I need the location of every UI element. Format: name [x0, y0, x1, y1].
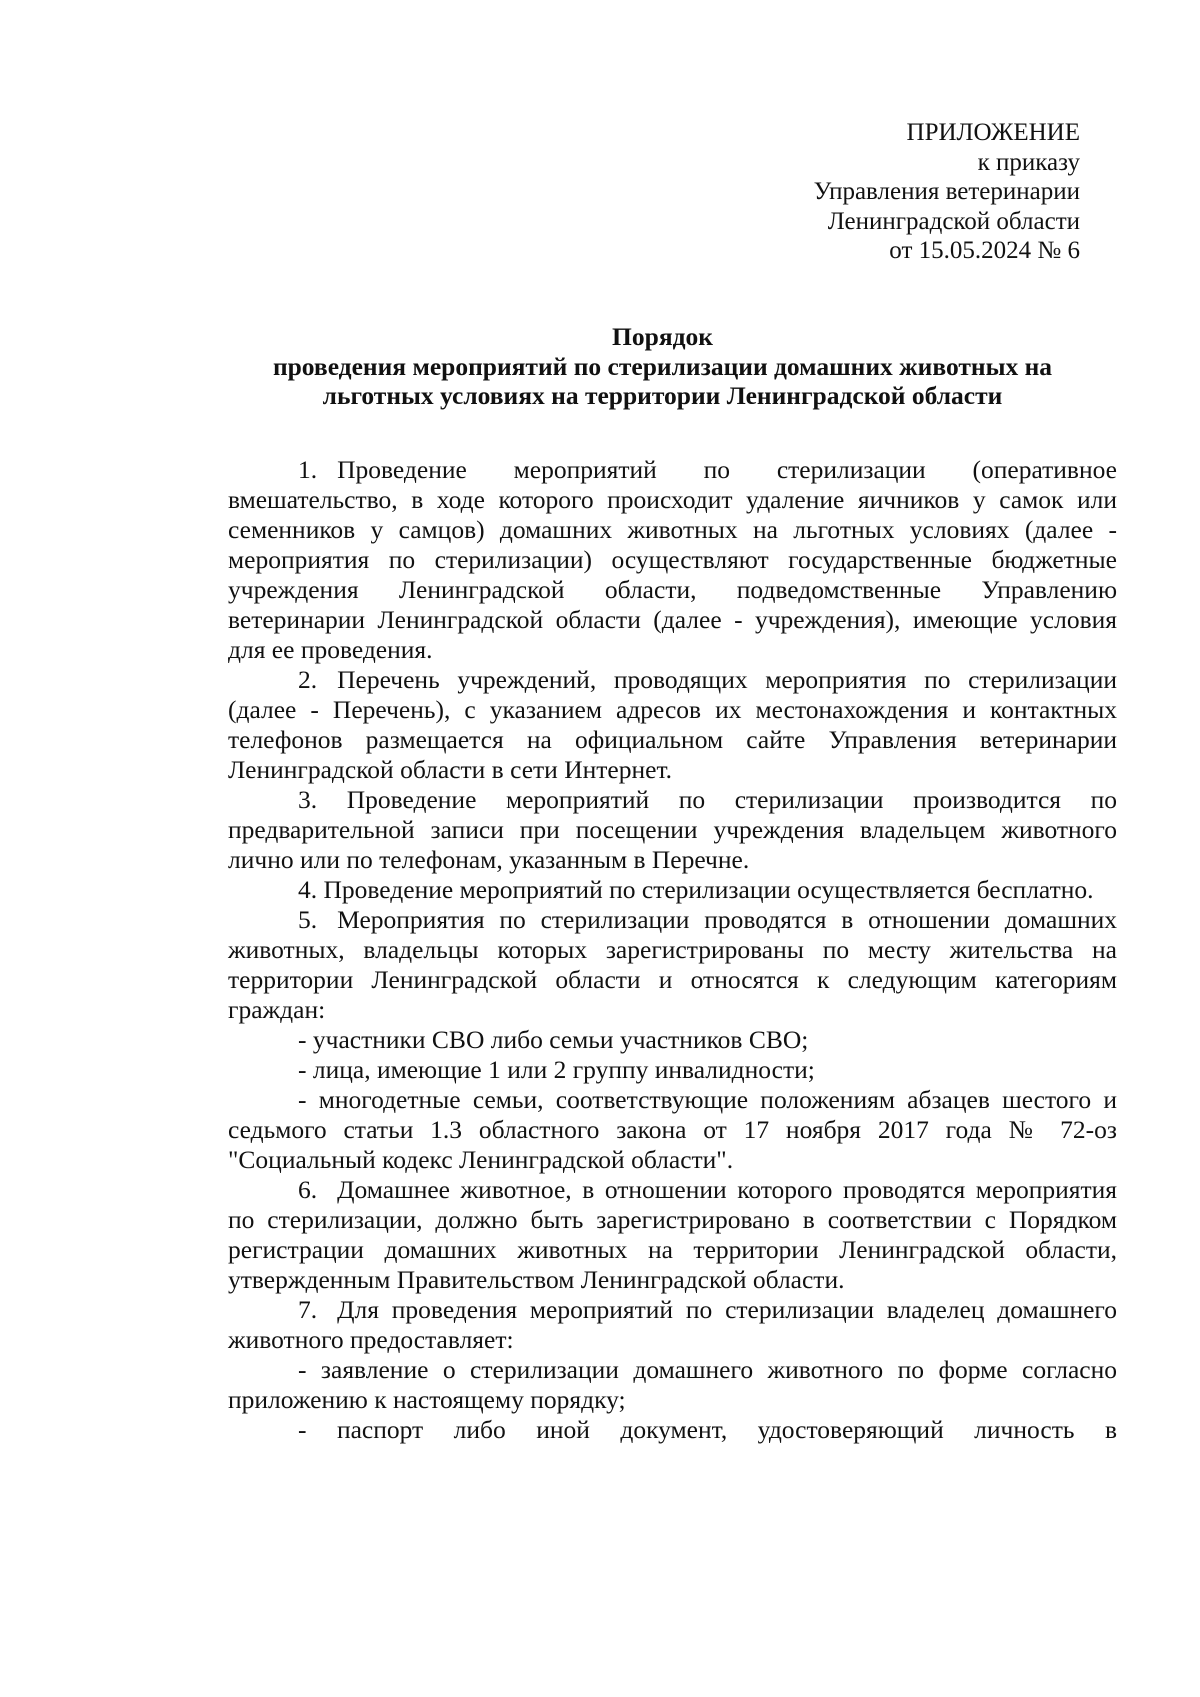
- appendix-label: ПРИЛОЖЕНИЕ: [906, 119, 1080, 146]
- list-item-application: [228, 1355, 1117, 1415]
- paragraph-3: [228, 785, 1117, 875]
- list-item-text: - паспорт либо иной документ, удостоверяющий личность в: [298, 1415, 1117, 1444]
- title-line-3: льготных условиях на территории Ленинградской области: [322, 381, 1003, 410]
- paragraph-5: [228, 905, 1117, 1025]
- appendix-date-number: от 15.05.2024 № 6: [889, 237, 1080, 264]
- paragraph-number: 1.: [298, 455, 318, 484]
- list-item-passport: [228, 1415, 1117, 1445]
- appendix-region: Ленинградской области: [827, 207, 1080, 235]
- paragraph-text: Мероприятия по стерилизации проводятся в отношении домашних животных, владельцы которых зарегистрированы по месту жительства на территории Ленинградской области и относятся к следующим категориям граждан:: [228, 905, 1117, 1024]
- paragraph-number: 3.: [298, 785, 318, 814]
- paragraph-number: 2.: [298, 665, 318, 694]
- paragraph-number: 5.: [298, 905, 318, 934]
- list-item-text: - участники СВО либо семьи участников СВО;: [298, 1025, 809, 1054]
- list-item-svo: [228, 1025, 1117, 1055]
- paragraph-text: Перечень учреждений, проводящих мероприятия по стерилизации (далее - Перечень), с указанием адресов их местонахождения и контактных телефонов размещается на официальном сайте Управления ветеринарии Ленинградской области в сети Интернет.: [228, 665, 1117, 784]
- list-item-text: - лица, имеющие 1 или 2 группу инвалидности;: [298, 1055, 815, 1084]
- paragraph-2: [228, 665, 1117, 785]
- paragraph-number: 6.: [298, 1175, 318, 1204]
- paragraph-7: [228, 1295, 1117, 1355]
- paragraph-text: Проведение мероприятий по стерилизации производится по предварительной записи при посещении учреждения владельцем животного лично или по телефонам, указанным в Перечне.: [228, 785, 1117, 874]
- appendix-authority: Управления ветеринарии: [813, 178, 1080, 205]
- appendix-block: [814, 118, 1080, 266]
- list-item-text: - заявление о стерилизации домашнего животного по форме согласно приложению к настоящему порядку;: [228, 1355, 1117, 1414]
- document-title: [210, 322, 1115, 411]
- document-body: [228, 455, 1117, 1445]
- paragraph-6: [228, 1175, 1117, 1295]
- paragraph-text: Домашнее животное, в отношении которого проводятся мероприятия по стерилизации, должно быть зарегистрировано в соответствии с Порядком регистрации домашних животных на территории Ленинградской области, утвержденным Правительством Ленинградской области.: [228, 1175, 1117, 1294]
- list-item-disability: [228, 1055, 1117, 1085]
- paragraph-4: [228, 875, 1117, 905]
- paragraph-number: 4.: [298, 875, 318, 904]
- paragraph-number: 7.: [298, 1295, 318, 1324]
- paragraph-text: Проведение мероприятий по стерилизации осуществляется бесплатно.: [323, 875, 1094, 904]
- title-heading: Порядок: [612, 322, 713, 351]
- list-item-text: - многодетные семьи, соответствующие положениям абзацев шестого и седьмого статьи 1.3 областного закона от 17 ноября 2017 года № 72-оз "Социальный кодекс Ленинградской области".: [228, 1085, 1117, 1174]
- title-line-2: проведения мероприятий по стерилизации домашних животных на: [272, 351, 1053, 381]
- paragraph-text: Проведение мероприятий по стерилизации (оперативное вмешательство, в ходе которого происходит удаление яичников у самок или семенников у самцов) домашних животных на льготных условиях (далее - мероприятия по стерилизации) осуществляют государственные бюджетные учреждения Ленинградской области, подведомственные Управлению ветеринарии Ленинградской области (далее - учреждения), имеющие условия для ее проведения.: [228, 455, 1117, 664]
- appendix-order-ref: к приказу: [977, 148, 1080, 176]
- paragraph-1: [228, 455, 1117, 665]
- list-item-large-families: [228, 1085, 1117, 1175]
- paragraph-text: Для проведения мероприятий по стерилизации владелец домашнего животного предоставляет:: [228, 1295, 1117, 1354]
